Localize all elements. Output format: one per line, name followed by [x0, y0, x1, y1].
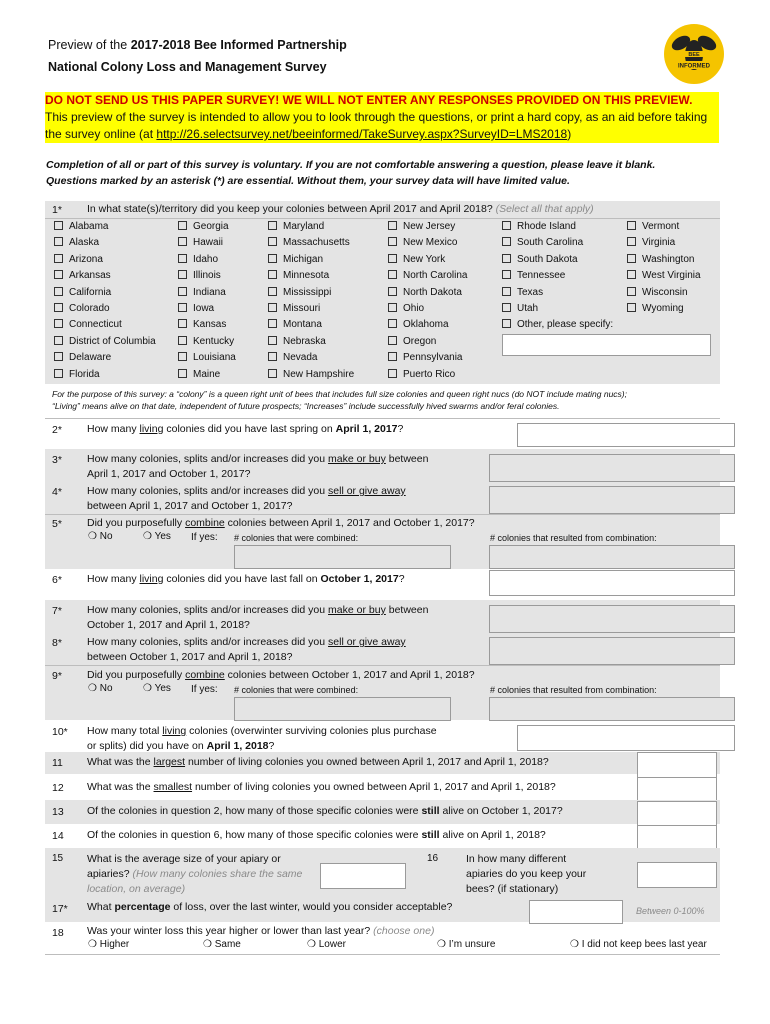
q10-input[interactable] — [517, 725, 735, 751]
warning-close: ) — [567, 127, 572, 141]
q2-text: How many living colonies did you have last spring on April 1, 2017? — [87, 423, 404, 435]
checkbox-icon[interactable] — [627, 221, 636, 230]
state-label: Pennsylvania — [403, 352, 463, 364]
state-label: Nebraska — [283, 335, 326, 347]
checkbox-icon[interactable] — [268, 221, 277, 230]
q13-text: Of the colonies in question 2, how many of those specific colonies were still alive on October 1, 2017? — [87, 805, 563, 817]
warning-headline: DO NOT SEND US THIS PAPER SURVEY! WE WILL NOT ENTER ANY RESPONSES PROVIDED ON THIS PREVIEW. — [45, 93, 693, 107]
state-label: Colorado — [69, 303, 110, 314]
checkbox-icon[interactable] — [627, 303, 636, 312]
checkbox-icon[interactable] — [54, 287, 63, 296]
other-state-input[interactable] — [502, 334, 711, 356]
checkbox-icon[interactable] — [178, 352, 187, 361]
state-label: Georgia — [193, 221, 229, 232]
q9-resulted-label: # colonies that resulted from combination: — [490, 685, 657, 695]
state-label: Alaska — [69, 237, 100, 249]
q8-input[interactable] — [489, 637, 735, 665]
checkbox-icon[interactable] — [388, 303, 397, 312]
state-label: Massachusetts — [283, 237, 350, 249]
state-checkbox-item[interactable] — [268, 221, 324, 232]
state-checkbox-item[interactable] — [178, 287, 226, 298]
q14-text: Of the colonies in question 6, how many of those specific colonies were still alive on April 1, 2018? — [87, 829, 546, 841]
state-checkbox-item[interactable] — [178, 254, 218, 265]
checkbox-icon[interactable] — [54, 319, 63, 328]
state-checkbox-item[interactable] — [627, 237, 675, 248]
q5-radio-no[interactable]: ❍ No — [88, 531, 113, 542]
q3-text: How many colonies, splits and/or increases did you make or buy between April 1, 2017 and October 1, 2017? — [87, 453, 429, 480]
state-label: Minnesota — [283, 270, 330, 282]
notice-line-1: Completion of all or part of this survey is voluntary. If you are not comfortable answering a question, please leave it blank. — [46, 159, 656, 171]
checkbox-icon[interactable] — [388, 319, 397, 328]
q13-number: 13 — [52, 806, 64, 818]
state-checkbox-item[interactable] — [388, 270, 467, 281]
state-label: Arkansas — [69, 270, 111, 282]
q6-input[interactable] — [489, 570, 735, 596]
state-label: Iowa — [193, 303, 215, 314]
q4-text: How many colonies, splits and/or increases did you sell or give away between April 1, 2017 and October 1, 2017? — [87, 485, 406, 512]
state-label: Mississippi — [283, 286, 332, 298]
state-label: Tennessee — [517, 270, 566, 282]
state-label: North Carolina — [403, 270, 468, 282]
state-checkbox-item[interactable] — [388, 287, 462, 298]
q9-number: 9* — [52, 670, 62, 682]
voluntary-notice — [46, 157, 726, 189]
q5-resulted-label: # colonies that resulted from combination: — [490, 533, 657, 543]
state-label: Delaware — [69, 352, 112, 364]
q12-number: 12 — [52, 782, 64, 794]
survey-link[interactable]: http://26.selectsurvey.net/beeinformed/TakeSurvey.aspx?SurveyID=LMS2018 — [156, 127, 568, 141]
checkbox-icon[interactable] — [502, 221, 511, 230]
state-label: North Dakota — [403, 286, 462, 298]
q18-option-unsure[interactable]: ❍ I’m unsure — [437, 939, 496, 950]
state-checkbox-item[interactable] — [388, 221, 455, 232]
state-label: California — [69, 286, 112, 298]
q8-number: 8* — [52, 637, 62, 649]
state-label: New Hampshire — [283, 368, 355, 380]
checkbox-icon[interactable] — [268, 352, 277, 361]
state-checkbox-item[interactable] — [268, 303, 320, 314]
q17-input[interactable] — [529, 900, 623, 924]
bee-informed-logo — [663, 23, 725, 85]
warning-body-text: This preview of the survey is intended to allow you to look through the questions, or print a hard copy, as an aid before taking the survey online (at — [45, 110, 708, 141]
q9-text: Did you purposefully combine colonies between October 1, 2017 and April 1, 2018? — [87, 669, 475, 681]
state-label: Kansas — [193, 319, 227, 331]
checkbox-icon[interactable] — [54, 352, 63, 361]
q9-ifyes: If yes: — [191, 684, 218, 695]
state-label: Montana — [283, 319, 322, 331]
q7-input[interactable] — [489, 605, 735, 633]
notice-line-2: Questions marked by an asterisk (*) are essential. Without them, your survey data will have limited value. — [46, 175, 570, 187]
q18-option-higher[interactable]: ❍ Higher — [88, 939, 130, 950]
q5-combined-input[interactable] — [234, 545, 451, 569]
checkbox-icon[interactable] — [268, 369, 277, 378]
state-checkbox-item[interactable] — [54, 254, 103, 265]
checkbox-icon[interactable] — [54, 221, 63, 230]
q18-number: 18 — [52, 927, 64, 939]
state-label: Maine — [193, 368, 221, 380]
state-checkbox-item[interactable] — [54, 369, 100, 380]
q4-number: 4* — [52, 486, 62, 498]
checkbox-icon[interactable] — [388, 270, 397, 279]
state-label: Louisiana — [193, 352, 236, 364]
state-checkbox-item[interactable] — [54, 221, 108, 232]
warning-body — [45, 109, 719, 143]
checkbox-icon[interactable] — [388, 237, 397, 246]
state-label: New Jersey — [403, 221, 456, 232]
divider — [45, 418, 720, 419]
state-label: Utah — [517, 303, 539, 314]
state-checkbox-item[interactable] — [178, 352, 236, 363]
state-checkbox-item[interactable] — [502, 319, 613, 330]
state-label: Nevada — [283, 352, 318, 364]
state-label: West Virginia — [642, 270, 701, 282]
checkbox-icon[interactable] — [54, 270, 63, 279]
q11-text: What was the largest number of living colonies you owned between April 1, 2017 and April 1, 2018? — [87, 756, 549, 768]
state-checkbox-item[interactable] — [54, 319, 122, 330]
state-checkbox-item[interactable] — [54, 336, 156, 347]
q9-combined-label: # colonies that were combined: — [234, 685, 359, 695]
state-checkbox-item[interactable] — [388, 237, 457, 248]
q16-number: 16 — [427, 853, 439, 864]
state-label: New York — [403, 253, 446, 265]
title-prefix: Preview of the — [48, 38, 131, 52]
q3-input[interactable] — [489, 454, 735, 482]
state-checkbox-item[interactable] — [627, 303, 684, 314]
state-checkbox-item[interactable] — [54, 287, 111, 298]
q1-divider — [45, 218, 720, 219]
q5-resulted-input[interactable] — [489, 545, 735, 569]
state-checkbox-item[interactable] — [268, 270, 329, 281]
checkbox-icon[interactable] — [54, 336, 63, 345]
state-checkbox-item[interactable] — [178, 270, 221, 281]
q2-number: 2* — [52, 424, 62, 436]
q5-ifyes: If yes: — [191, 532, 218, 543]
state-checkbox-item[interactable] — [54, 270, 111, 281]
checkbox-icon[interactable] — [54, 303, 63, 312]
state-label: South Dakota — [517, 253, 578, 265]
q7-number: 7* — [52, 605, 62, 617]
state-label: Idaho — [193, 253, 219, 265]
state-checkbox-item[interactable] — [268, 287, 331, 298]
state-checkbox-item[interactable] — [502, 270, 565, 281]
state-checkbox-item[interactable] — [627, 221, 679, 232]
checkbox-icon[interactable] — [627, 270, 636, 279]
state-label: Ohio — [403, 303, 425, 314]
divider — [45, 514, 720, 515]
checkbox-icon[interactable] — [502, 270, 511, 279]
q10-text: How many total living colonies (overwinter surviving colonies plus purchase or splits) did you have on April 1, 2018? — [87, 725, 437, 752]
state-checkbox-item[interactable] — [627, 270, 701, 281]
checkbox-icon[interactable] — [178, 287, 187, 296]
q15-number: 15 — [52, 853, 64, 864]
state-checkbox-item[interactable] — [388, 336, 436, 347]
q1-question — [87, 202, 594, 217]
state-checkbox-item[interactable] — [268, 336, 326, 347]
checkbox-icon[interactable] — [178, 303, 187, 312]
state-checkbox-item[interactable] — [388, 303, 424, 314]
q9-radio-yes[interactable]: ❍ Yes — [143, 683, 171, 694]
checkbox-icon[interactable] — [178, 254, 187, 263]
q12-text: What was the smallest number of living colonies you owned between April 1, 2017 and April 1, 2018? — [87, 781, 556, 793]
state-label: District of Columbia — [69, 335, 156, 347]
state-label: Connecticut — [69, 319, 122, 331]
checkbox-icon[interactable] — [627, 287, 636, 296]
state-label: Kentucky — [193, 335, 235, 347]
state-label: Oregon — [403, 335, 437, 347]
checkbox-icon[interactable] — [178, 369, 187, 378]
state-checkbox-item[interactable] — [178, 237, 223, 248]
state-checkbox-item[interactable] — [502, 303, 538, 314]
q6-text: How many living colonies did you have last fall on October 1, 2017? — [87, 573, 405, 585]
state-label: Florida — [69, 368, 100, 380]
checkbox-icon[interactable] — [268, 336, 277, 345]
state-label: Texas — [517, 286, 544, 298]
q17-hint: Between 0-100% — [636, 906, 705, 916]
checkbox-icon[interactable] — [388, 369, 397, 378]
state-checkbox-item[interactable] — [178, 319, 226, 330]
state-checkbox-item[interactable] — [502, 221, 576, 232]
state-checkbox-item[interactable] — [388, 319, 449, 330]
state-checkbox-item[interactable] — [268, 319, 322, 330]
state-checkbox-item[interactable] — [178, 221, 229, 232]
state-checkbox-item[interactable] — [54, 237, 99, 248]
q5-combined-label: # colonies that were combined: — [234, 533, 359, 543]
q18-question: Was your winter loss this year higher or lower than last year? (choose one) — [87, 925, 435, 937]
divider — [45, 665, 720, 666]
q11-input[interactable] — [637, 752, 717, 778]
checkbox-icon[interactable] — [268, 303, 277, 312]
state-checkbox-item[interactable] — [627, 254, 694, 265]
footnote-line-1: For the purpose of this survey: a “colony” is a queen right unit of bees that includes full size colonies and queen right nucs (do NOT include mating nucs); — [52, 389, 628, 399]
state-label: Alabama — [69, 221, 109, 232]
q18-option-no-bees[interactable]: ❍ I did not keep bees last year — [570, 939, 707, 950]
state-checkbox-item[interactable] — [54, 303, 110, 314]
state-label: Missouri — [283, 303, 321, 314]
checkbox-icon[interactable] — [268, 319, 277, 328]
state-label: Oklahoma — [403, 319, 449, 331]
checkbox-icon[interactable] — [54, 369, 63, 378]
state-checkbox-item[interactable] — [388, 369, 455, 380]
q17-text: What percentage of loss, over the last winter, would you consider acceptable? — [87, 901, 453, 913]
state-label: Indiana — [193, 286, 226, 298]
q18-option-same[interactable]: ❍ Same — [203, 939, 241, 950]
checkbox-icon[interactable] — [178, 270, 187, 279]
survey-name: National Colony Loss and Management Survey — [48, 60, 327, 74]
warning-banner — [45, 92, 719, 143]
q5-text: Did you purposefully combine colonies between April 1, 2017 and October 1, 2017? — [87, 517, 475, 529]
checkbox-icon[interactable] — [627, 254, 636, 263]
state-checkbox-item[interactable] — [268, 352, 317, 363]
checkbox-icon[interactable] — [178, 237, 187, 246]
title-bold: 2017-2018 Bee Informed Partnership — [130, 38, 347, 52]
state-checkbox-item[interactable] — [502, 237, 583, 248]
q3-number: 3* — [52, 454, 62, 466]
state-label: Virginia — [642, 237, 676, 249]
q15-input[interactable] — [320, 863, 406, 889]
state-label: Puerto Rico — [403, 368, 456, 380]
state-label: Michigan — [283, 253, 324, 265]
state-label: Vermont — [642, 221, 680, 232]
state-label: Rhode Island — [517, 221, 576, 232]
q18-option-lower[interactable]: ❍ Lower — [307, 939, 346, 950]
checkbox-icon[interactable] — [268, 237, 277, 246]
q9-radio-no[interactable]: ❍ No — [88, 683, 113, 694]
checkbox-icon[interactable] — [268, 254, 277, 263]
q9-combined-input[interactable] — [234, 697, 451, 721]
checkbox-icon[interactable] — [627, 237, 636, 246]
state-label: Washington — [642, 253, 695, 265]
checkbox-icon[interactable] — [388, 336, 397, 345]
checkbox-icon[interactable] — [388, 352, 397, 361]
q1-text: In what state(s)/territory did you keep your colonies between April 2017 and April 2018? — [87, 203, 493, 215]
state-label: Wyoming — [642, 303, 684, 314]
checkbox-icon[interactable] — [502, 287, 511, 296]
survey-preview-title — [48, 38, 347, 52]
state-label: South Carolina — [517, 237, 584, 249]
checkbox-icon[interactable] — [502, 303, 511, 312]
state-checkbox-item[interactable] — [627, 287, 688, 298]
q17-number: 17* — [52, 903, 68, 915]
state-checkbox-item[interactable] — [178, 369, 220, 380]
state-checkbox-item[interactable] — [502, 254, 578, 265]
bottom-divider — [45, 954, 720, 955]
q13-input[interactable] — [637, 801, 717, 827]
q1-hint: (Select all that apply) — [495, 203, 594, 215]
checkbox-icon[interactable] — [54, 237, 63, 246]
checkbox-icon[interactable] — [388, 287, 397, 296]
state-checkbox-item[interactable] — [502, 287, 543, 298]
checkbox-icon[interactable] — [388, 254, 397, 263]
state-label: Hawaii — [193, 237, 224, 249]
checkbox-icon[interactable] — [178, 221, 187, 230]
checkbox-icon[interactable] — [178, 336, 187, 345]
checkbox-icon[interactable] — [268, 287, 277, 296]
q4-input[interactable] — [489, 486, 735, 514]
q16-input[interactable] — [637, 862, 717, 888]
q11-number: 11 — [52, 757, 63, 769]
state-label: Maryland — [283, 221, 325, 232]
checkbox-icon[interactable] — [502, 254, 511, 263]
q1-number: 1* — [52, 204, 62, 216]
checkbox-icon[interactable] — [502, 237, 511, 246]
footnote-line-2: “Living” means alive on that date, independent of future prospects; “Increases” include successfully hived swarms and/or feral colonies. — [52, 401, 560, 411]
q16-text: In how many different apiaries do you keep your bees? (if stationary) — [466, 853, 587, 895]
q5-radio-yes[interactable]: ❍ Yes — [143, 531, 171, 542]
q5-number: 5* — [52, 518, 62, 530]
checkbox-icon[interactable] — [268, 270, 277, 279]
q9-resulted-input[interactable] — [489, 697, 735, 721]
definitions-footnote — [52, 388, 722, 412]
state-label: New Mexico — [403, 237, 458, 249]
q1-block — [45, 201, 720, 384]
checkbox-icon[interactable] — [502, 319, 511, 328]
state-checkbox-item[interactable] — [388, 352, 462, 363]
checkbox-icon[interactable] — [178, 319, 187, 328]
state-checkbox-item[interactable] — [268, 369, 354, 380]
q14-number: 14 — [52, 830, 64, 842]
logo-text-top: BEE — [688, 52, 700, 58]
checkbox-icon[interactable] — [54, 254, 63, 263]
checkbox-icon[interactable] — [388, 221, 397, 230]
q6-number: 6* — [52, 574, 62, 586]
state-checkbox-item[interactable] — [178, 303, 214, 314]
state-label: Other, please specify: — [517, 319, 614, 331]
state-label: Arizona — [69, 253, 103, 265]
state-label: Wisconsin — [642, 286, 688, 298]
state-checkbox-item[interactable] — [268, 237, 350, 248]
q15-text: What is the average size of your apiary or apiaries? (How many colonies share the same location, on average) — [87, 853, 303, 895]
logo-text-bottom: INFORMED — [678, 63, 710, 70]
state-checkbox-item[interactable] — [54, 352, 111, 363]
q7-text: How many colonies, splits and/or increases did you make or buy between October 1, 2017 and April 1, 2018? — [87, 604, 429, 631]
q8-text: How many colonies, splits and/or increases did you sell or give away between October 1, 2017 and April 1, 2018? — [87, 636, 406, 663]
q2-input[interactable] — [517, 423, 735, 447]
state-label: Illinois — [193, 270, 221, 282]
state-checkbox-item[interactable] — [388, 254, 445, 265]
state-checkbox-item[interactable] — [268, 254, 323, 265]
q10-number: 10* — [52, 726, 68, 738]
state-checkbox-item[interactable] — [178, 336, 234, 347]
